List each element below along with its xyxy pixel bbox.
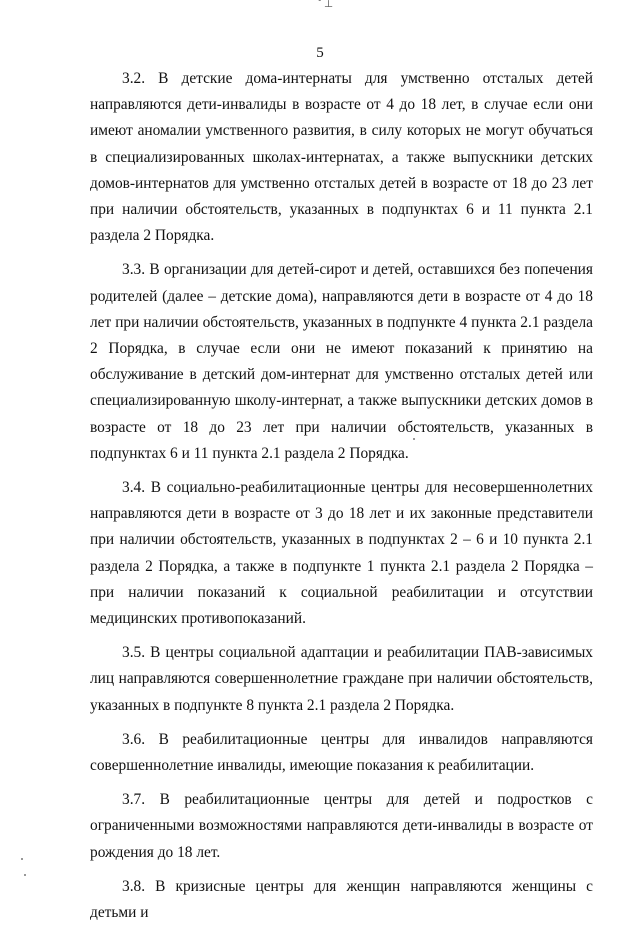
scan-speck <box>413 438 415 440</box>
paragraph-3-6: 3.6. В реабилитационные центры для инвалидов направляются совершеннолетние инвалиды, имеющие показания к реабилитации. <box>90 730 593 775</box>
scan-speck <box>24 874 26 876</box>
paragraph-3-7: 3.7. В реабилитационные центры для детей и подростков с ограниченными возможностями направляются дети-инвалиды в возрасте от рождения до 18 лет. <box>90 791 593 861</box>
paragraph-3-3: 3.3. В организации для детей-сирот и детей, оставшихся без попечения родителей (далее – детские дома), направляются дети в возрасте от 4 до 18 лет при наличии обстоятельств, указанных в подпункте 4 пункта 2.1 раздела 2 Порядка, в случае если они не имеют показаний к принятию на обслуживание в детский дом-интернат для умственно отсталых детей или специализированную школу-интернат, а также выпускники детских домов в возрасте от 18 до 23 лет при наличии обстоятельств, указанных в подпунктах 6 и 11 пункта 2.1 раздела 2 Порядка. <box>90 261 593 462</box>
page-number: 5 <box>316 45 324 61</box>
scan-artifact: ˇ ⊥ <box>318 0 334 10</box>
scan-speck <box>21 858 23 860</box>
paragraph-3-8: 3.8. В кризисные центры для женщин направляются женщины с детьми и <box>90 877 593 922</box>
paragraph-3-4: 3.4. В социально-реабилитационные центры для несовершеннолетних направляются дети в возрасте от 3 до 18 лет и их законные представители при наличии обстоятельств, указанных в подпунктах 2 – 6 и 10 пункта 2.1 раздела 2 Порядка, а также в подпункте 1 пункта 2.1 раздела 2 Порядка – при наличии показаний к социальной реабилитации и отсутствии медицинских противопоказаний. <box>90 479 593 628</box>
paragraph-3-5: 3.5. В центры социальной адаптации и реабилитации ПАВ-зависимых лиц направляются совершеннолетние граждане при наличии обстоятельств, указанных в подпункте 8 пункта 2.1 раздела 2 Порядка. <box>90 644 593 714</box>
paragraph-3-2: 3.2. В детские дома-интернаты для умственно отсталых детей направляются дети-инвалиды в возрасте от 4 до 18 лет, в случае если они имеют аномалии умственного развития, в силу которых не могут обучаться в специализированных школах-интернатах, а также выпускники детских домов-интернатов для умственно отсталых детей в возрасте от 18 до 23 лет при наличии обстоятельств, указанных в подпунктах 6 и 11 пункта 2.1 раздела 2 Порядка. <box>90 70 593 245</box>
document-body <box>90 66 593 926</box>
